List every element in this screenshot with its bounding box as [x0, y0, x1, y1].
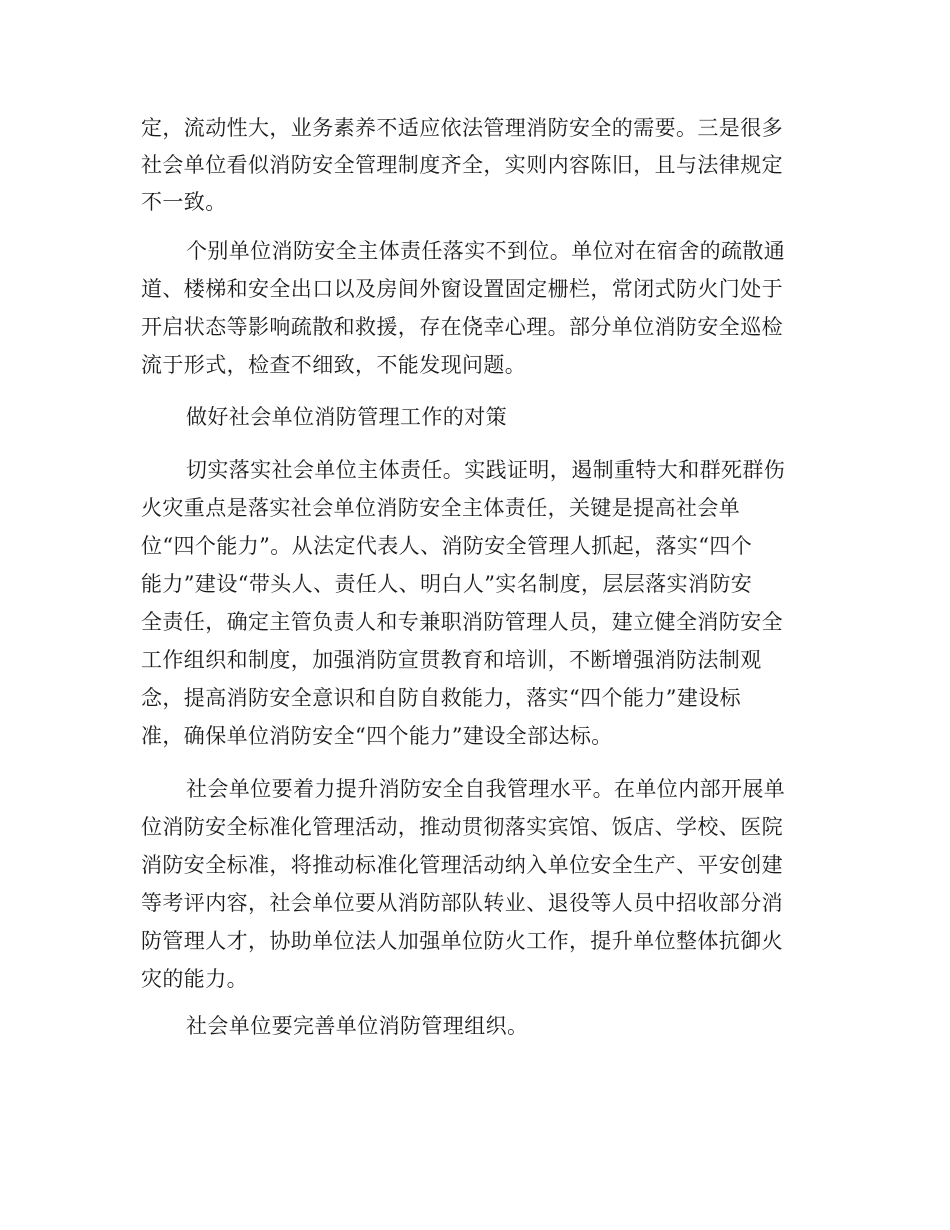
paragraph-line: 全责任，确定主管负责人和专兼职消防管理人员，建立健全消防安全: [141, 610, 783, 634]
paragraph-line: 定，流动性大，业务素养不适应依法管理消防安全的需要。三是很多: [141, 116, 783, 140]
paragraph-line: 位消防安全标准化管理活动，推动贯彻落实宾馆、饭店、学校、医院: [141, 815, 783, 839]
paragraph-line: 开启状态等影响疏散和救援，存在侥幸心理。部分单位消防安全巡检: [141, 315, 783, 339]
paragraph-line: 流于形式，检查不细致，不能发现问题。: [141, 353, 527, 377]
paragraph-line: 个别单位消防安全主体责任落实不到位。单位对在宿舍的疏散通: [186, 239, 786, 263]
paragraph-line: 火灾重点是落实社会单位消防安全主体责任，关键是提高社会单: [141, 496, 741, 520]
paragraph-line: 防管理人才，协助单位法人加强单位防火工作，提升单位整体抗御火: [141, 929, 783, 953]
paragraph-line: 社会单位要着力提升消防安全自我管理水平。在单位内部开展单: [186, 777, 786, 801]
paragraph-line: 道、楼梯和安全出口以及房间外窗设置固定栅栏，常闭式防火门处于: [141, 277, 783, 301]
paragraph-line: 能力”建设“带头人、责任人、明白人”实名制度，层层落实消防安: [141, 572, 753, 596]
paragraph-line: 切实落实社会单位主体责任。实践证明，遏制重特大和群死群伤: [186, 458, 786, 482]
paragraph-line: 工作组织和制度，加强消防宣贯教育和培训，不断增强消防法制观: [141, 648, 762, 672]
paragraph-line: 准，确保单位消防安全“四个能力”建设全部达标。: [141, 724, 613, 748]
paragraph-line: 消防安全标准，将推动标准化管理活动纳入单位安全生产、平安创建: [141, 853, 783, 877]
section-heading: 做好社会单位消防管理工作的对策: [186, 405, 507, 429]
paragraph-line: 社会单位要完善单位消防管理组织。: [186, 1014, 529, 1038]
paragraph-line: 位“四个能力”。从法定代表人、消防安全管理人抓起，落实“四个: [141, 534, 753, 558]
paragraph-line: 灾的能力。: [141, 967, 248, 991]
paragraph-line: 不一致。: [141, 190, 227, 214]
paragraph-line: 等考评内容，社会单位要从消防部队转业、退役等人员中招收部分消: [141, 891, 783, 915]
paragraph-line: 念，提高消防安全意识和自防自救能力，落实“四个能力”建设标: [141, 686, 742, 710]
paragraph-line: 社会单位看似消防安全管理制度齐全，实则内容陈旧，且与法律规定: [141, 153, 783, 177]
